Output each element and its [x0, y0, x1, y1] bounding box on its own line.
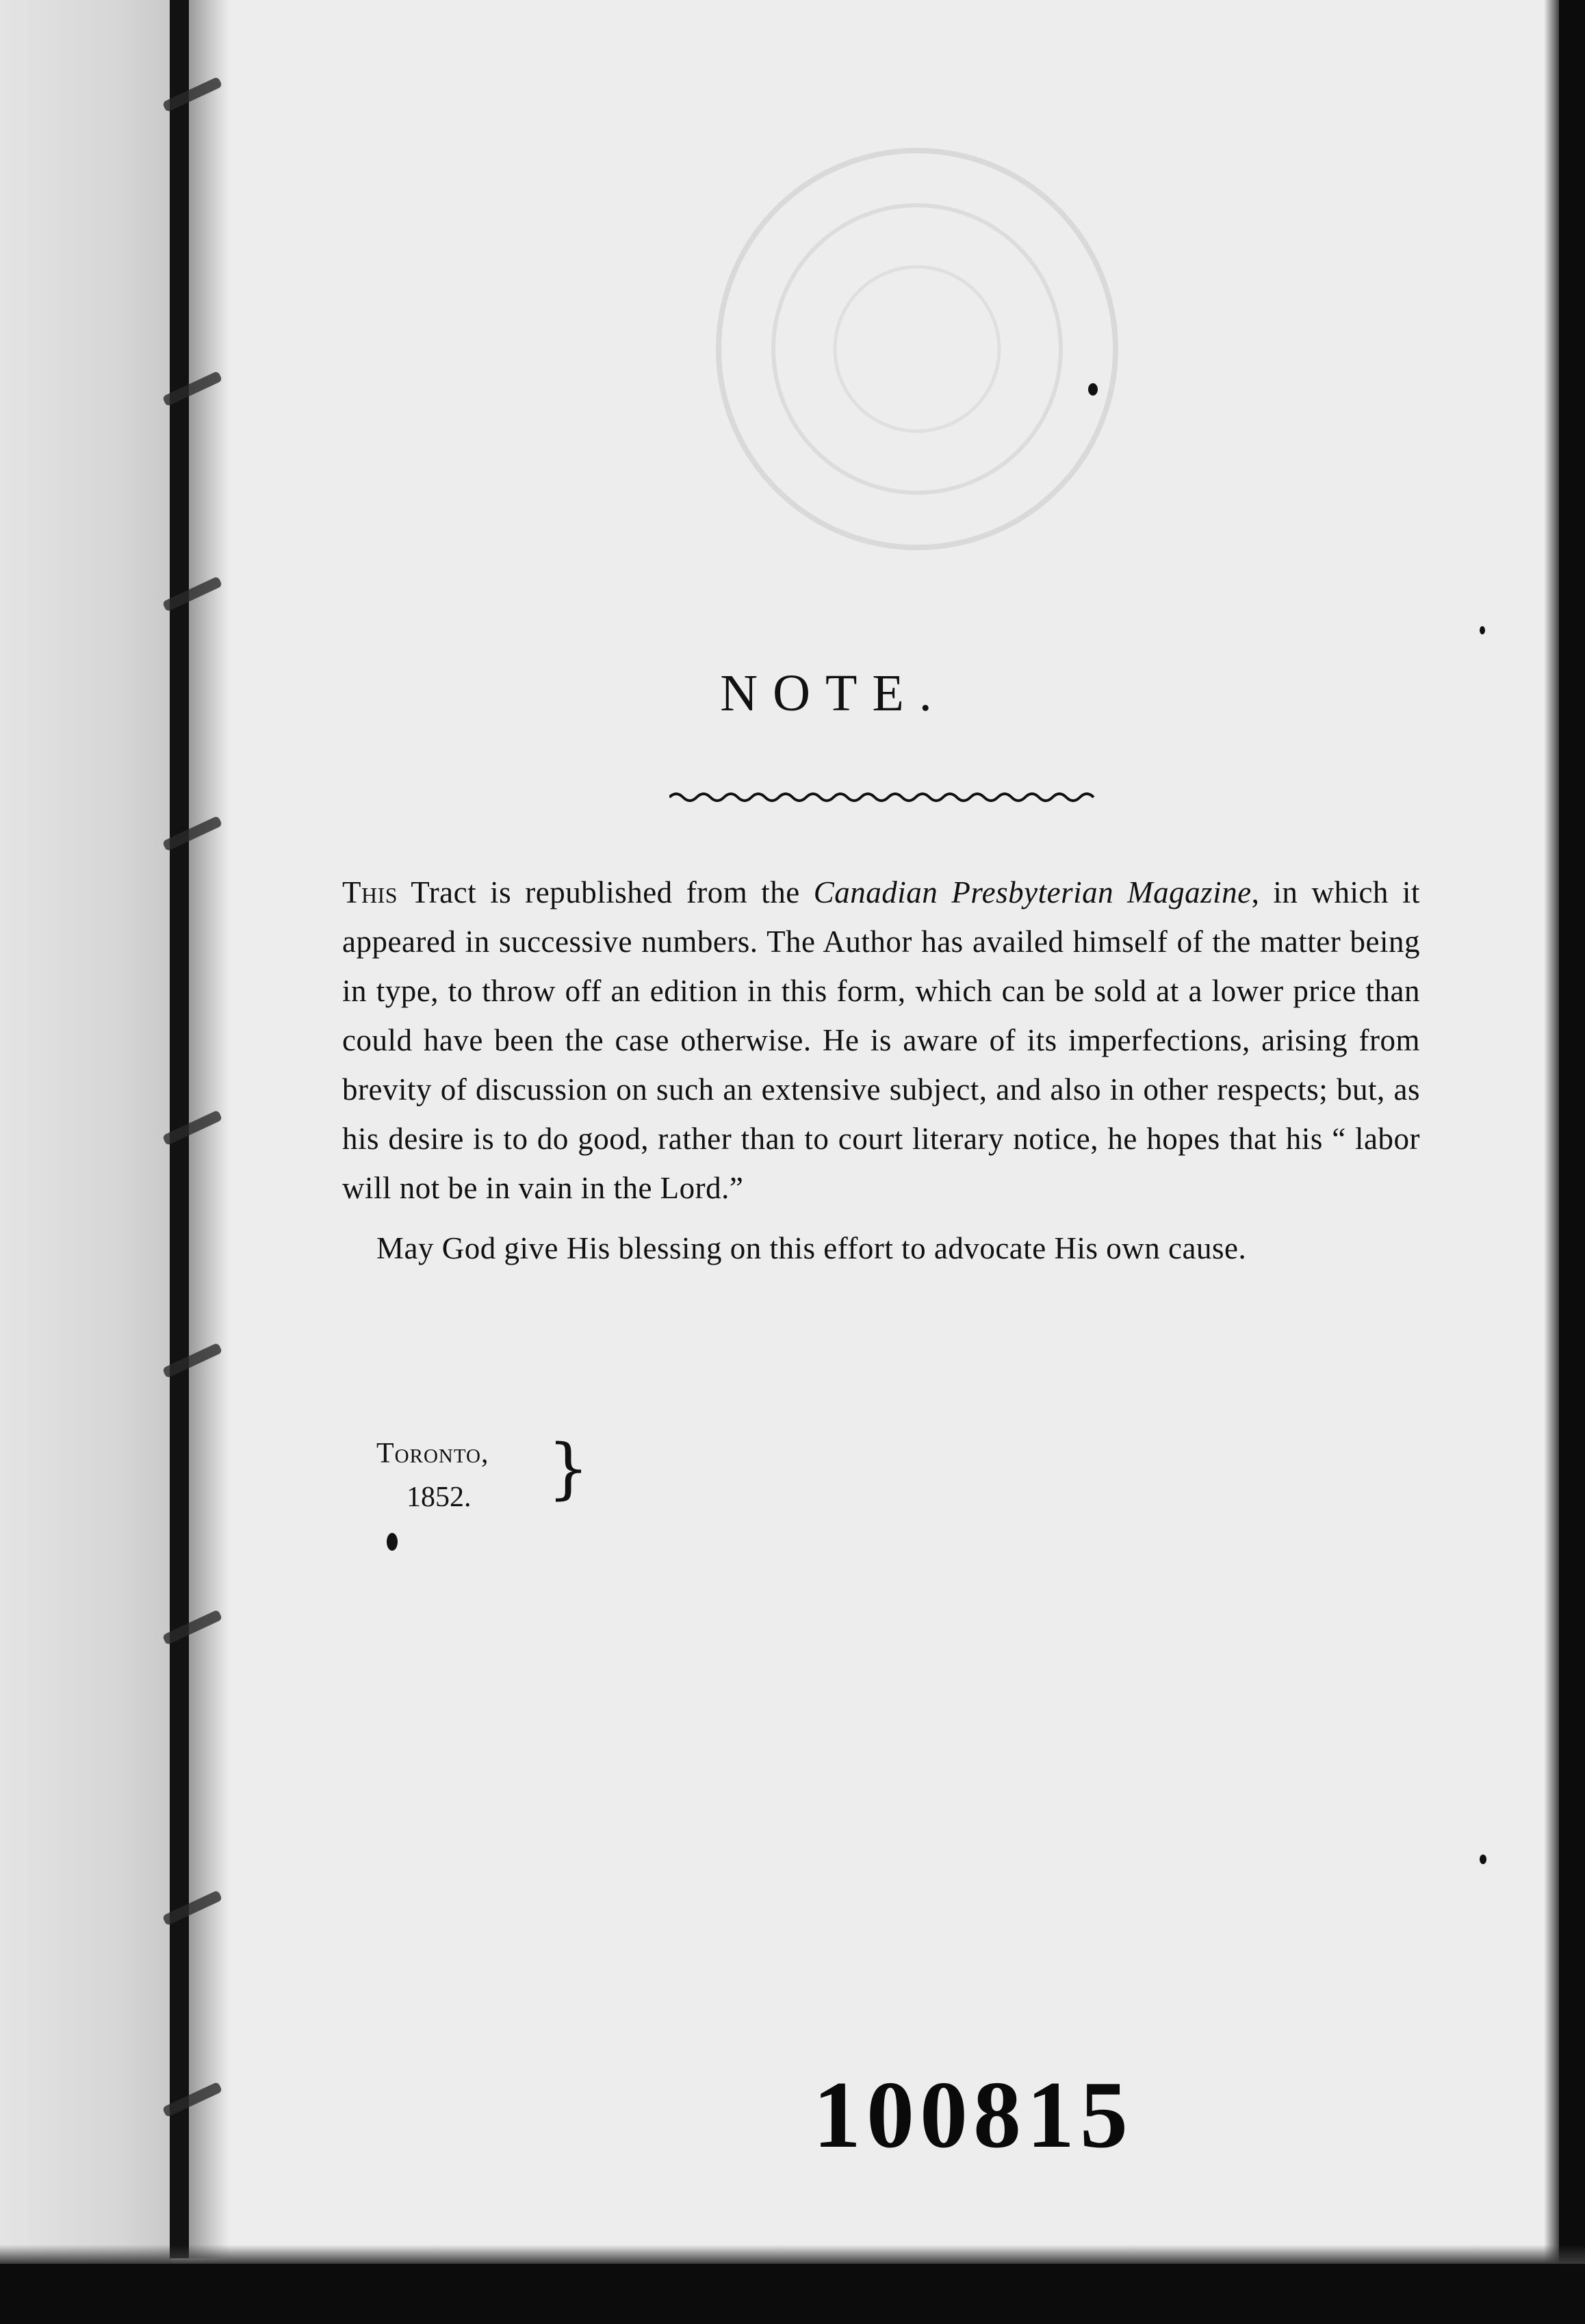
binding-margin — [0, 0, 171, 2324]
library-stamp — [705, 137, 1129, 561]
paragraph-1-text-b: , in which it appeared in successive numbers. The Author has availed himself of the matter being in type, to throw off an edition in this form, which can be sold at a lower price than could have been the case otherwise. He is aware of its imperfections, arising from brevity of discussion on such an extensive subject, and also in other respects; but, as his desire is to do good, rather than to court literary notice, he hopes that his “ labor will not be in vain in the Lord.” — [342, 875, 1420, 1205]
dateline-year: 1852. — [407, 1482, 472, 1513]
ink-speck — [1480, 1855, 1486, 1864]
right-scan-border — [1559, 0, 1585, 2324]
dateline-brace: } — [547, 1430, 590, 1507]
ink-speck — [387, 1533, 398, 1551]
dateline — [376, 1432, 489, 1519]
bottom-edge-shadow — [0, 2245, 1585, 2264]
right-edge-shadow — [1544, 0, 1559, 2324]
note-paragraph-2: May God give His blessing on this effort to advocate His own cause. — [376, 1231, 1247, 1265]
paragraph-1-text-a: Tract is republished from the — [398, 875, 814, 909]
lead-word: This — [342, 875, 398, 909]
note-body — [342, 868, 1420, 1273]
ink-speck — [1088, 383, 1098, 396]
note-paragraph-1 — [342, 868, 1420, 1213]
dateline-city: Toronto, — [376, 1438, 489, 1469]
accession-number: 100815 — [813, 2062, 1133, 2168]
decorative-wave-rule — [669, 787, 1100, 808]
page-title: NOTE. — [720, 664, 947, 722]
ink-speck — [1480, 626, 1485, 634]
bottom-scan-border — [0, 2264, 1585, 2324]
magazine-title: Canadian Presbyterian Magazine — [813, 875, 1252, 909]
